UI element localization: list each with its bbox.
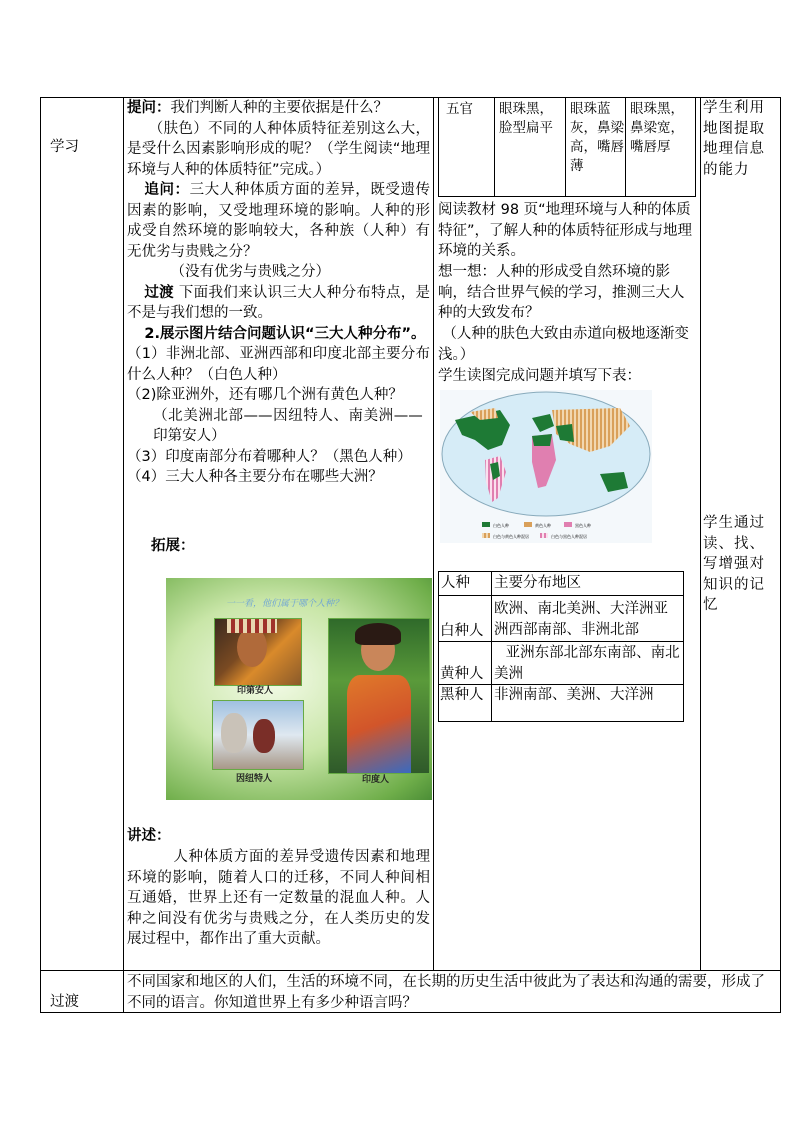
question-d: （4）三大人种各主要分布在哪些大洲？ xyxy=(127,469,383,485)
inuit-photo xyxy=(212,700,304,770)
transition-paragraph: 过渡 下面我们来认识三大人种分布特点，是不是与我们想的一致。 xyxy=(127,284,431,321)
table-header-region: 主要分布地区 xyxy=(494,575,581,591)
lecture-label: 讲述： xyxy=(127,828,171,844)
native-american-photo xyxy=(214,618,302,686)
table-header-race: 人种 xyxy=(441,575,470,591)
table-cell-region: 非洲南部、美洲、大洋洲 xyxy=(494,687,654,703)
distribution-table xyxy=(438,571,684,722)
map-task: 学生读图完成问题并填写下表： xyxy=(438,368,641,384)
answer-b: （北美洲北部——因纽特人、南美洲——印第安人） xyxy=(153,407,423,444)
feature-white: 眼珠蓝灰，鼻梁高，嘴唇薄 xyxy=(570,101,624,174)
question-b: （2)除亚洲外，还有哪几个洲有黄色人种？ xyxy=(127,387,403,403)
legend-white-black: 白色与黑色人种混居 xyxy=(551,534,587,539)
question-1: 提问：我们判断人种的主要依据是什么？ xyxy=(127,100,388,116)
think-answer: （人种的肤色大致由赤道向极地逐渐变浅。） xyxy=(438,326,689,363)
legend-black: 黑色人种 xyxy=(575,523,591,528)
transition-text: 不同国家和地区的人们，生活的环境不同，在长期的历史生活中彼此为了表达和沟通的需要，形成了不同的语言。你知道世界上有多少种语言吗？ xyxy=(127,974,765,1011)
table-cell-race: 白种人 xyxy=(440,623,484,639)
teacher-activity xyxy=(127,98,430,488)
feature-black: 眼珠黑，鼻梁宽，嘴唇厚 xyxy=(630,101,684,155)
table-cell-region: 欧洲、南北美洲、大洋洲亚洲西部南部、非洲北部 xyxy=(494,601,668,638)
feature-yellow: 眼珠黑，脸型扁平 xyxy=(499,101,553,136)
caption-native-american: 印第安人 xyxy=(237,686,274,696)
table-cell-race: 黄种人 xyxy=(440,666,484,682)
row-label-study: 学习 xyxy=(50,139,79,155)
intent-map-skill: 学生利用地图提取地理信息的能力 xyxy=(703,100,765,178)
legend-white: 白色人种 xyxy=(493,523,509,528)
follow-up-question: 追问：三大人种体质方面的差异，既受遗传因素的影响，又受地理环境的影响。人种的形成受自然环境的影响较大，各种族（人种）有无优劣与贵贱之分？ xyxy=(127,182,431,260)
feature-label: 五官 xyxy=(446,101,473,117)
row-label-transition: 过渡 xyxy=(50,994,79,1010)
collage-question: 一一看，他们属于哪个人种？ xyxy=(226,599,344,609)
answer-no-superiority: （没有优劣与贵贱之分） xyxy=(170,264,330,280)
intent-memory: 学生通过读、找、写增强对知识的记忆 xyxy=(703,515,765,613)
indian-woman-photo xyxy=(328,618,430,774)
lecture-text: 人种体质方面的差异受遗传因素和地理环境的影响，随着人口的迁移，不同人种间相互通婚，世界上还有一定数量的混血人种。人种之间没有优劣与贵贱之分，在人类历史的发展过程中，都作出了重大贡献。 xyxy=(127,849,430,947)
world-race-map xyxy=(440,390,652,543)
question-c: （3）印度南部分布着哪种人？（黑色人种） xyxy=(127,448,412,465)
table-cell-race: 黑种人 xyxy=(440,687,484,703)
expand-label: 拓展： xyxy=(151,538,195,554)
section-heading: 2.展示图片结合问题认识“三大人种分布”。 xyxy=(144,325,426,342)
caption-inuit: 因纽特人 xyxy=(236,774,273,784)
ethnic-groups-collage xyxy=(166,578,432,800)
legend-yellow: 黄色人种 xyxy=(535,523,551,528)
question-a: （1）非洲北部、亚洲西部和印度北部主要分布什么人种？（白色人种） xyxy=(127,346,430,383)
legend-white-yellow: 白色与黄色人种混居 xyxy=(493,534,529,539)
table-cell-region: 亚洲东部北部东南部、南北美洲 xyxy=(494,645,680,682)
paragraph-skin: （肤色）不同的人种体质特征差别这么大，是受什么因素影响形成的呢？（学生阅读“地理环境与人种的体质特征”完成。） xyxy=(127,120,430,178)
think-text: 想一想：人种的形成受自然环境的影响，结合世界气候的学习，推测三大人种的大致发布？ xyxy=(438,264,685,321)
caption-indian: 印度人 xyxy=(362,775,390,785)
read-textbook-text: 阅读教材 98 页“地理环境与人种的体质特征”，了解人种的体质特征形成与地理环境的关系。 xyxy=(438,202,693,259)
